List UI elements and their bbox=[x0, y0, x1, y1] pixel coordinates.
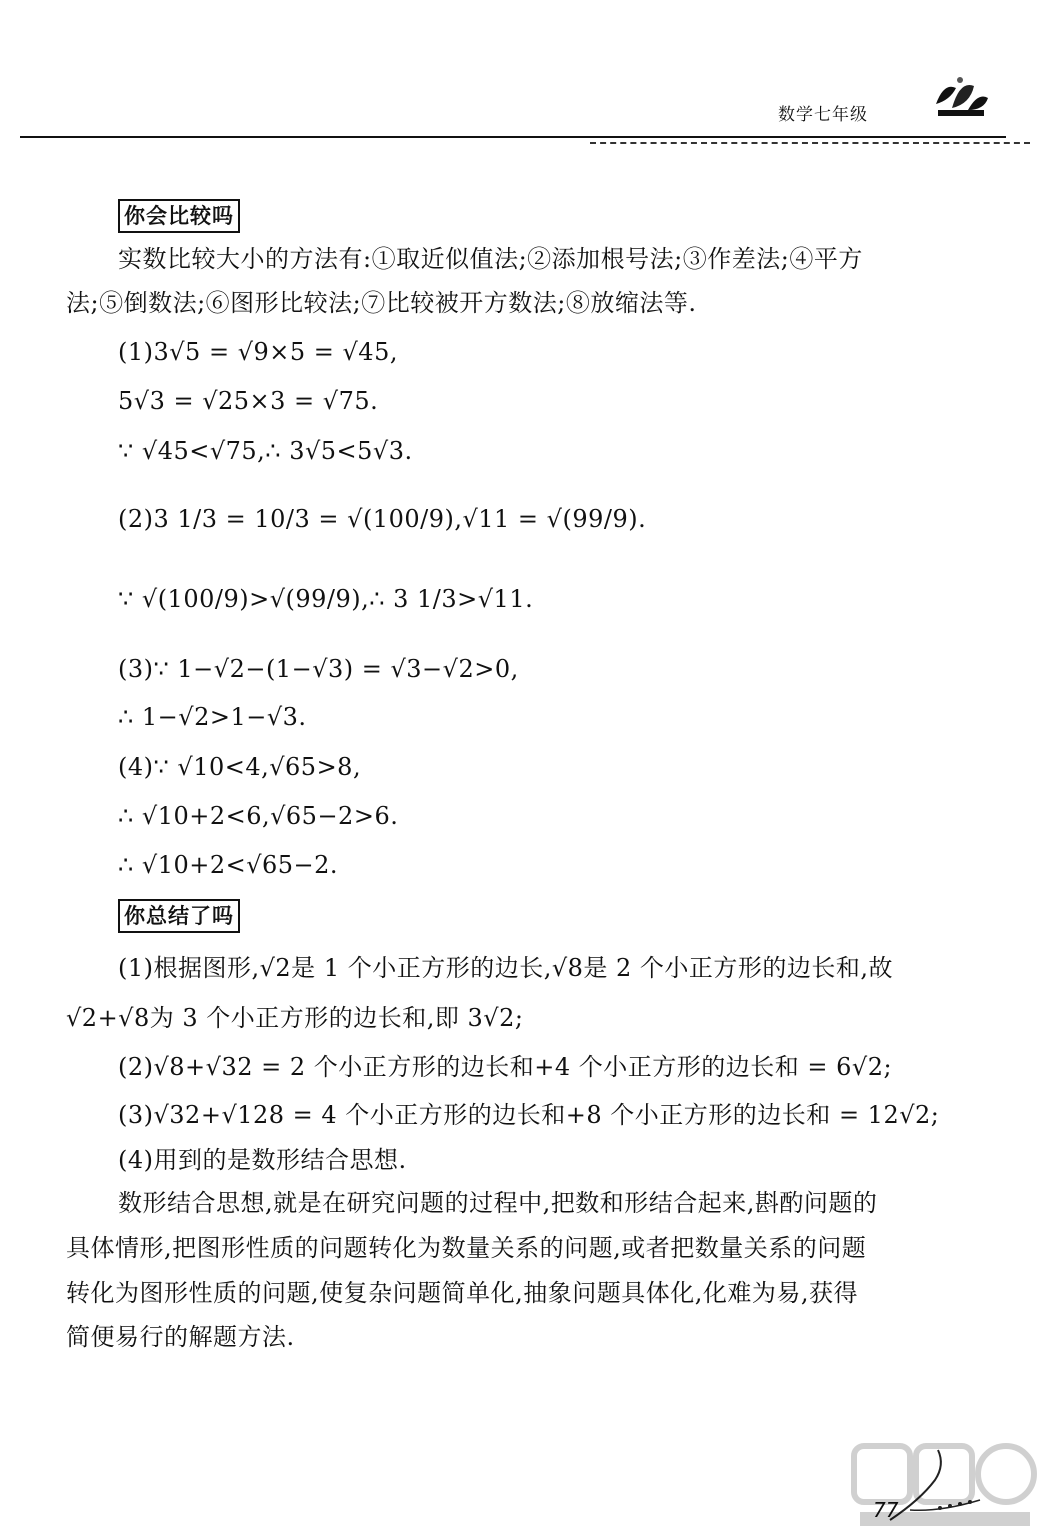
math-line: 5√3 = √25×3 = √75. bbox=[118, 387, 379, 415]
header-dash-rule bbox=[590, 142, 1030, 144]
section2-title: 你总结了吗 bbox=[118, 899, 240, 933]
math-line: ∴ √10+2<6,√65−2>6. bbox=[118, 802, 399, 830]
summary-line: (4)用到的是数形结合思想. bbox=[118, 1146, 407, 1174]
summary-paragraph-line: 数形结合思想,就是在研究问题的过程中,把数和形结合起来,斟酌问题的 bbox=[118, 1189, 878, 1217]
page-number: 77 bbox=[873, 1498, 899, 1522]
section1-intro-line1: 实数比较大小的方法有:①取近似值法;②添加根号法;③作差法;④平方 bbox=[118, 245, 863, 273]
summary-line: √2+√8为 3 个小正方形的边长和,即 3√2; bbox=[66, 1004, 524, 1032]
section1-title: 你会比较吗 bbox=[118, 199, 240, 233]
math-line: ∵ √45<√75,∴ 3√5<5√3. bbox=[118, 437, 413, 465]
summary-paragraph-line: 具体情形,把图形性质的问题转化为数量关系的问题,或者把数量关系的问题 bbox=[66, 1234, 867, 1262]
section1-intro-line2: 法;⑤倒数法;⑥图形比较法;⑦比较被开方数法;⑧放缩法等. bbox=[66, 289, 697, 317]
watermark-logo-icon bbox=[850, 1440, 1040, 1536]
header-title: 数学七年级 bbox=[778, 105, 868, 125]
math-line: (1)3√5 = √9×5 = √45, bbox=[118, 338, 398, 366]
math-line: ∴ √10+2<√65−2. bbox=[118, 851, 339, 879]
math-line: (4)∵ √10<4,√65>8, bbox=[118, 753, 362, 781]
summary-line: (3)√32+√128 = 4 个小正方形的边长和+8 个小正方形的边长和 = 12√2; bbox=[118, 1101, 940, 1129]
leaf-logo-icon bbox=[930, 74, 990, 124]
summary-paragraph-line: 转化为图形性质的问题,使复杂问题简单化,抽象问题具体化,化难为易,获得 bbox=[66, 1279, 859, 1307]
summary-line: (2)√8+√32 = 2 个小正方形的边长和+4 个小正方形的边长和 = 6√2; bbox=[118, 1053, 893, 1081]
math-line: (3)∵ 1−√2−(1−√3) = √3−√2>0, bbox=[118, 655, 519, 683]
math-line: (2)3 1/3 = 10/3 = √(100/9),√11 = √(99/9). bbox=[118, 505, 647, 533]
header-rule bbox=[20, 136, 1006, 138]
math-line: ∵ √(100/9)>√(99/9),∴ 3 1/3>√11. bbox=[118, 585, 534, 613]
math-line: ∴ 1−√2>1−√3. bbox=[118, 703, 307, 731]
summary-paragraph-line: 简便易行的解题方法. bbox=[66, 1323, 295, 1351]
summary-line: (1)根据图形,√2是 1 个小正方形的边长,√8是 2 个小正方形的边长和,故 bbox=[118, 954, 894, 982]
